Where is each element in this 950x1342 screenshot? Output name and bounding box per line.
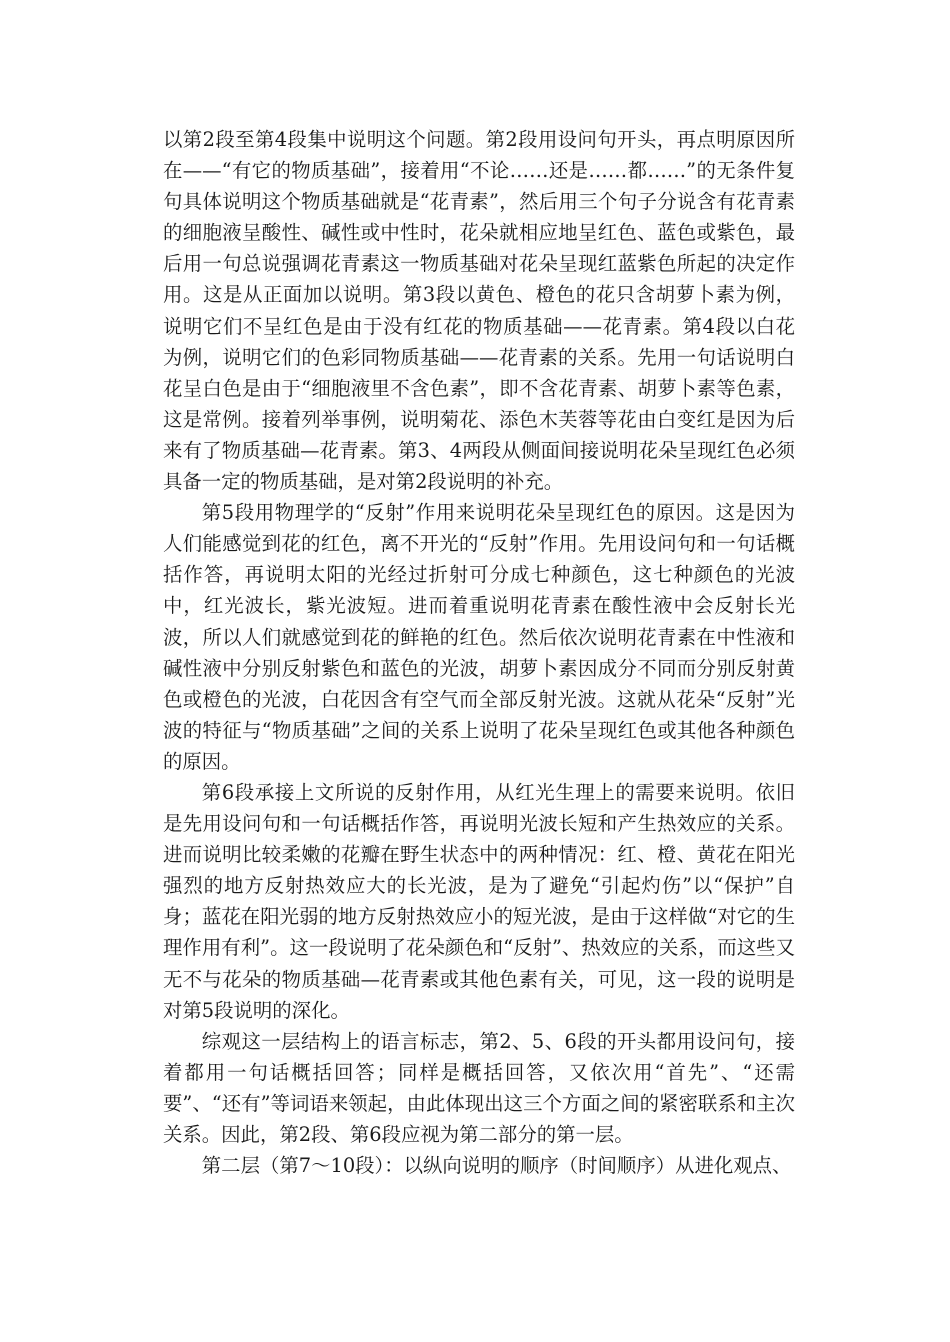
document-body (163, 124, 795, 1181)
paragraph-second-layer: 第二层（第7～10段）：以纵向说明的顺序（时间顺序）从进化观点、 (201, 1154, 792, 1178)
paragraph-5-analysis: 第5段用物理学的“反射”作用来说明花朵呈现红色的原因。这是因为人们能感觉到花的红色，离不开光的“反射”作用。先用设问句和一句话概括作答，再说明太阳的光经过折射可分成七种颜色，这七种颜色的光波中，红光波长，紫光波短。进而着重说明花青素在酸性液中会反射长光波，所以人们就感觉到花的鲜艳的红色。然后依次说明花青素在中性液和碱性液中分别反射紫色和蓝色的光波，胡萝卜素因成分不同而分别反射黄色或橙色的光波，白花因含有空气而全部反射光波。这就从花朵“反射”光波的特征与“物质基础”之间的关系上说明了花朵呈现红色或其他各种颜色的原因。 (163, 501, 795, 773)
paragraph-structure-summary: 综观这一层结构上的语言标志，第2、5、6段的开头都用设问句，接着都用一句话概括回答；同样是概括回答，又依次用“首先”、“还需要”、“还有”等词语来领起，由此体现出这三个方面之间的紧密联系和主次关系。因此，第2段、第6段应视为第二部分的第一层。 (163, 1029, 795, 1146)
paragraph-6-analysis: 第6段承接上文所说的反射作用，从红光生理上的需要来说明。依旧是先用设问句和一句话概括作答，再说明光波长短和产生热效应的关系。进而说明比较柔嫩的花瓣在野生状态中的两种情况：红、橙、黄花在阳光强烈的地方反射热效应大的长光波，是为了避免“引起灼伤”以“保护”自身；蓝花在阳光弱的地方反射热效应小的短光波，是由于这样做“对它的生理作用有利”。这一段说明了花朵颜色和“反射”、热效应的关系，而这些又无不与花朵的物质基础—花青素或其他色素有关，可见，这一段的说明是对第5段说明的深化。 (163, 780, 795, 1022)
paragraph-continuation: 以第2段至第4段集中说明这个问题。第2段用设问句开头，再点明原因所在——“有它的物质基础”，接着用“不论……还是……都……”的无条件复句具体说明这个物质基础就是“花青素”，然后用三个句子分说含有花青素的细胞液呈酸性、碱性或中性时，花朵就相应地呈红色、蓝色或紫色，最后用一句总说强调花青素这一物质基础对花朵呈现红蓝紫色所起的决定作用。这是从正面加以说明。第3段以黄色、橙色的花只含胡萝卜素为例，说明它们不呈红色是由于没有红花的物质基础——花青素。第4段以白花为例，说明它们的色彩同物质基础——花青素的关系。先用一句话说明白花呈白色是由于“细胞液里不含色素”，即不含花青素、胡萝卜素等色素，这是常例。接着列举事例，说明菊花、添色木芙蓉等花由白变红是因为后来有了物质基础—花青素。第3、4两段从侧面间接说明花朵呈现红色必须具备一定的物质基础，是对第2段说明的补充。 (163, 128, 795, 494)
